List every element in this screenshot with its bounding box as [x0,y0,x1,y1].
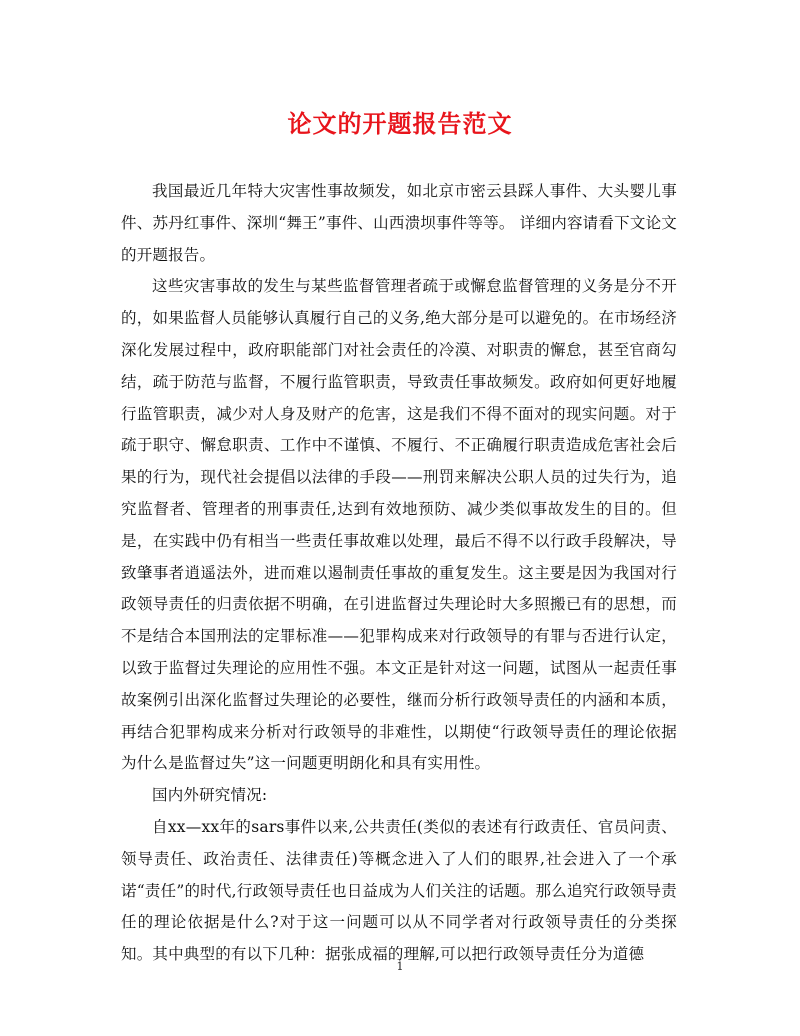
page-number: 1 [396,960,404,973]
paragraph-heading-research: 国内外研究情况: [152,786,268,805]
paragraph-main: 这些灾害事故的发生与某些监督管理者疏于或懈怠监督管理的义务是分不开的，如果监督人员能够认真履行自己的义务,绝大部分是可以避免的。在市场经济深化发展过程中，政府职能部门对社会责任的冷漠、对职责的懈怠，甚至官商勾结，疏于防范与监督，不履行监管职责，导致责任事故频发。政府如何更好地履行监管职责，减少对人身及财产的危害，这是我们不得不面对的现实问题。对于疏于职守、懈怠职责、工作中不谨慎、不履行、不正确履行职责造成危害社会后果的行为，现代社会提倡以法律的手段——刑罚来解决公职人员的过失行为，追究监督者、管理者的刑事责任,达到有效地预防、减少类似事故发生的目的。但是，在实践中仍有相当一些责任事故难以处理，最后不得不以行政手段解决，导致肇事者逍遥法外，进而难以遏制责任事故的重复发生。这主要是因为我国对行政领导责任的归责依据不明确，在引进监督过失理论时大多照搬已有的思想，而不是结合本国刑法的定罪标准——犯罪构成来对行政领导的有罪与否进行认定，以致于监督过失理论的应用性不强。本文正是针对这一问题，试图从一起责任事故案例引出深化监督过失理论的必要性，继而分析行政领导责任的内涵和本质，再结合犯罪构成来分析对行政领导的非难性，以期使“行政领导责任的理论依据为什么是监督过失”这一问题更明朗化和具有实用性。 [121,277,677,773]
document-body [121,176,677,971]
document-title: 论文的开题报告范文 [287,109,513,138]
paragraph-intro: 我国最近几年特大灾害性事故频发，如北京市密云县踩人事件、大头婴儿事件、苏丹红事件、深圳“舞王”事件、山西溃坝事件等等。 详细内容请看下文论文的开题报告。 [121,182,677,264]
paragraph-research: 自xx—xx年的sars事件以来,公共责任(类似的表述有行政责任、官员问责、领导责任、政治责任、法律责任)等概念进入了人们的眼界,社会进入了一个承诺“责任”的时代,行政领导责任也日益成为人们关注的话题。那么追究行政领导责任的理论依据是什么?对于这一问题可以从不同学者对行政领导责任的分类探知。其中典型的有以下几种：据张成福的理解,可以把行政领导责任分为道德 [121,817,677,964]
